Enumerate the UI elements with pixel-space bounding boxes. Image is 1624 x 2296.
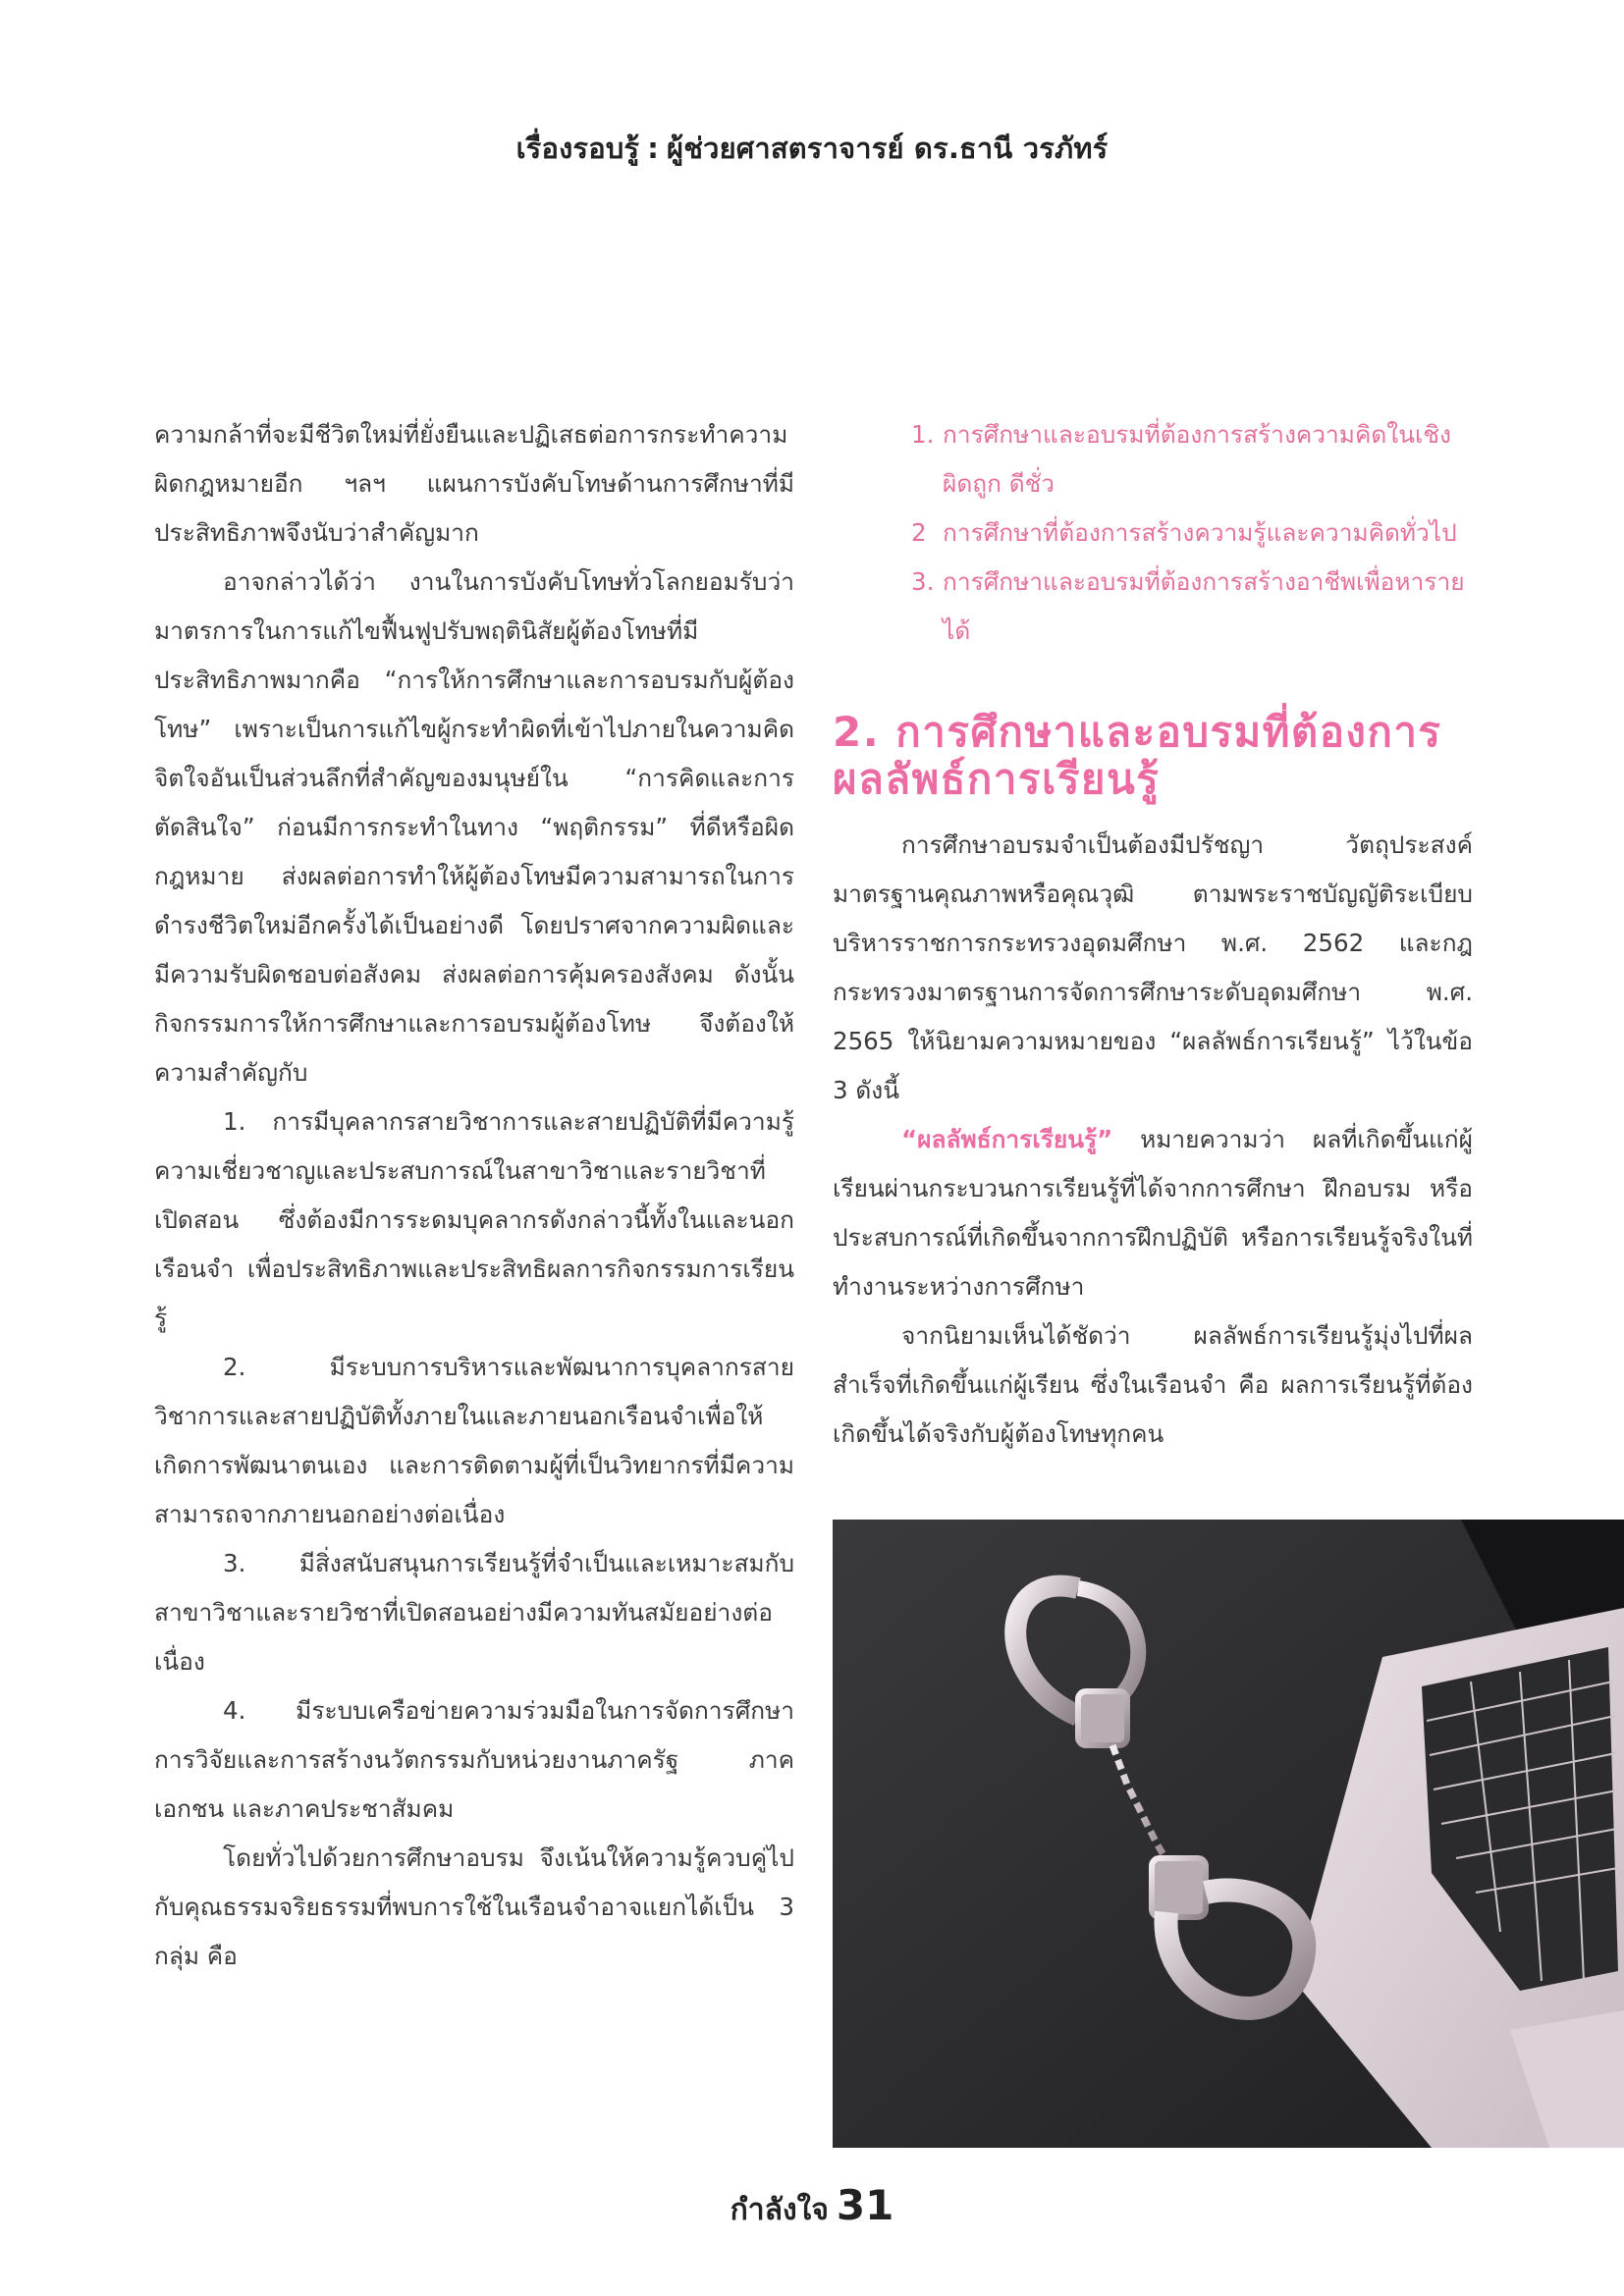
header-column-title: เรื่องรอบรู้	[515, 132, 640, 165]
left-item-4: 4. มีระบบเครือข่ายความร่วมมือในการจัดการศึกษา การวิจัยและการสร้างนวัตกรรมกับหน่วยงานภาครัฐ ภาคเอกชน และภาคประชาสัมคม	[154, 1696, 794, 1823]
list-item-text: การศึกษาและอบรมที่ต้องการสร้างอาชีพเพื่อหารายได้	[943, 567, 1465, 645]
list-item-number: 1.	[911, 420, 935, 449]
left-paragraph-1: ความกล้าที่จะมีชีวิตใหม่ที่ยั่งยืนและปฏิเสธต่อการกระทำความผิดกฎหมายอีก ฯลฯ แผนการบังคับโทษด้านการศึกษาที่มีประสิทธิภาพจึงนับว่าสำคัญมาก	[154, 420, 794, 547]
list-item-number: 3.	[911, 567, 935, 596]
header-author: ผู้ช่วยศาสตราจารย์ ดร.ธานี วรภัทร์	[667, 132, 1109, 165]
definition-text: หมายความว่า ผลที่เกิดขึ้นแก่ผู้เรียนผ่านกระบวนการเรียนรู้ที่ได้จากการศึกษา ฝึกอบรม หรือประสบการณ์ที่เกิดขึ้นจากการฝึกปฏิบัติ หรือการเรียนรู้จริงในที่ทำงานระหว่างการศึกษา	[833, 1125, 1473, 1301]
right-column	[833, 410, 1473, 1459]
photo-illustration	[833, 1520, 1624, 2148]
left-column	[154, 410, 794, 1981]
list-item-text: การศึกษาและอบรมที่ต้องการสร้างความคิดในเชิงผิดถูก ดีชั่ว	[943, 420, 1451, 498]
right-paragraph-2	[833, 1115, 1473, 1311]
right-paragraph-1: การศึกษาอบรมจำเป็นต้องมีปรัชญา วัตถุประสงค์ มาตรฐานคุณภาพหรือคุณวุฒิ ตามพระราชบัญญัติระเบียบบริหารราชการกระทรวงอุดมศึกษา พ.ศ. 2562 และกฎกระทรวงมาตรฐานการจัดการศึกษาระดับอุดมศึกษา พ.ศ. 2565 ให้นิยามความหมายของ “ผลลัพธ์การเรียนรู้” ไว้ในข้อ 3 ดังนี้	[833, 830, 1473, 1104]
left-item-3: 3. มีสิ่งสนับสนุนการเรียนรู้ที่จำเป็นและเหมาะสมกับสาขาวิชาและรายวิชาที่เปิดสอนอย่างมีความทันสมัยอย่างต่อเนื่อง	[154, 1549, 794, 1676]
left-item-2: 2. มีระบบการบริหารและพัฒนาการบุคลากรสายวิชาการและสายปฏิบัติทั้งภายในและภายนอกเรือนจำเพื่อให้เกิดการพัฒนาตนเอง และการติดตามผู้ที่เป็นวิทยากรที่มีความสามารถจากภายนอกอย่างต่อเนื่อง	[154, 1353, 794, 1528]
left-paragraph-2: อาจกล่าวได้ว่า งานในการบังคับโทษทั่วโลกยอมรับว่ามาตรการในการแก้ไขฟื้นฟูปรับพฤตินิสัยผู้ต้องโทษที่มีประสิทธิภาพมากคือ “การให้การศึกษาและการอบรมกับผู้ต้องโทษ” เพราะเป็นการแก้ไขผู้กระทำผิดที่เข้าไปภายในความคิดจิตใจอันเป็นส่วนลึกที่สำคัญของมนุษย์ใน “การคิดและการตัดสินใจ” ก่อนมีการกระทำในทาง “พฤติกรรม” ที่ดีหรือผิดกฎหมาย ส่งผลต่อการทำให้ผู้ต้องโทษมีความสามารถในการดำรงชีวิตใหม่อีกครั้งได้เป็นอย่างดี โดยปราศจากความผิดและมีความรับผิดชอบต่อสังคม ส่งผลต่อการคุ้มครองสังคม ดังนั้น กิจกรรมการให้การศึกษาและการอบรมผู้ต้องโทษ จึงต้องให้ความสำคัญกับ	[154, 567, 794, 1087]
list-item-number: 2	[911, 518, 927, 547]
handcuffs-laptop-photo	[833, 1520, 1624, 2148]
list-item	[911, 558, 1473, 656]
header-separator: :	[647, 132, 660, 165]
right-paragraph-3: จากนิยามเห็นได้ชัดว่า ผลลัพธ์การเรียนรู้มุ่งไปที่ผลสำเร็จที่เกิดขึ้นแก่ผู้เรียน ซึ่งในเรือนจำ คือ ผลการเรียนรู้ที่ต้องเกิดขึ้นได้จริงกับผู้ต้องโทษทุกคน	[833, 1321, 1473, 1448]
left-paragraph-last: โดยทั่วไปด้วยการศึกษาอบรม จึงเน้นให้ความรู้ควบคู่ไปกับคุณธรรมจริยธรรมที่พบการใช้ในเรือนจำอาจแยกได้เป็น 3 กลุ่ม คือ	[154, 1843, 794, 1970]
page-footer	[0, 2181, 1624, 2233]
list-item-text: การศึกษาที่ต้องการสร้างความรู้และความคิดทั่วไป	[943, 518, 1457, 547]
education-types-list	[833, 410, 1473, 656]
magazine-name: กำลังใจ	[730, 2193, 829, 2227]
defined-term: “ผลลัพธ์การเรียนรู้”	[901, 1125, 1113, 1153]
list-item	[911, 410, 1473, 508]
section-heading: 2. การศึกษาและอบรมที่ต้องการผลลัพธ์การเรียนรู้	[833, 708, 1442, 803]
left-item-1: 1. การมีบุคลากรสายวิชาการและสายปฏิบัติที่มีความรู้ความเชี่ยวชาญและประสบการณ์ในสาขาวิชาและรายวิชาที่เปิดสอน ซึ่งต้องมีการระดมบุคลากรดังกล่าวนี้ทั้งในและนอกเรือนจำ เพื่อประสิทธิภาพและประสิทธิผลการกิจกรรมการเรียนรู้	[154, 1107, 794, 1332]
page-number: 31	[836, 2181, 894, 2229]
list-item	[911, 508, 1473, 558]
page-header	[0, 126, 1624, 171]
